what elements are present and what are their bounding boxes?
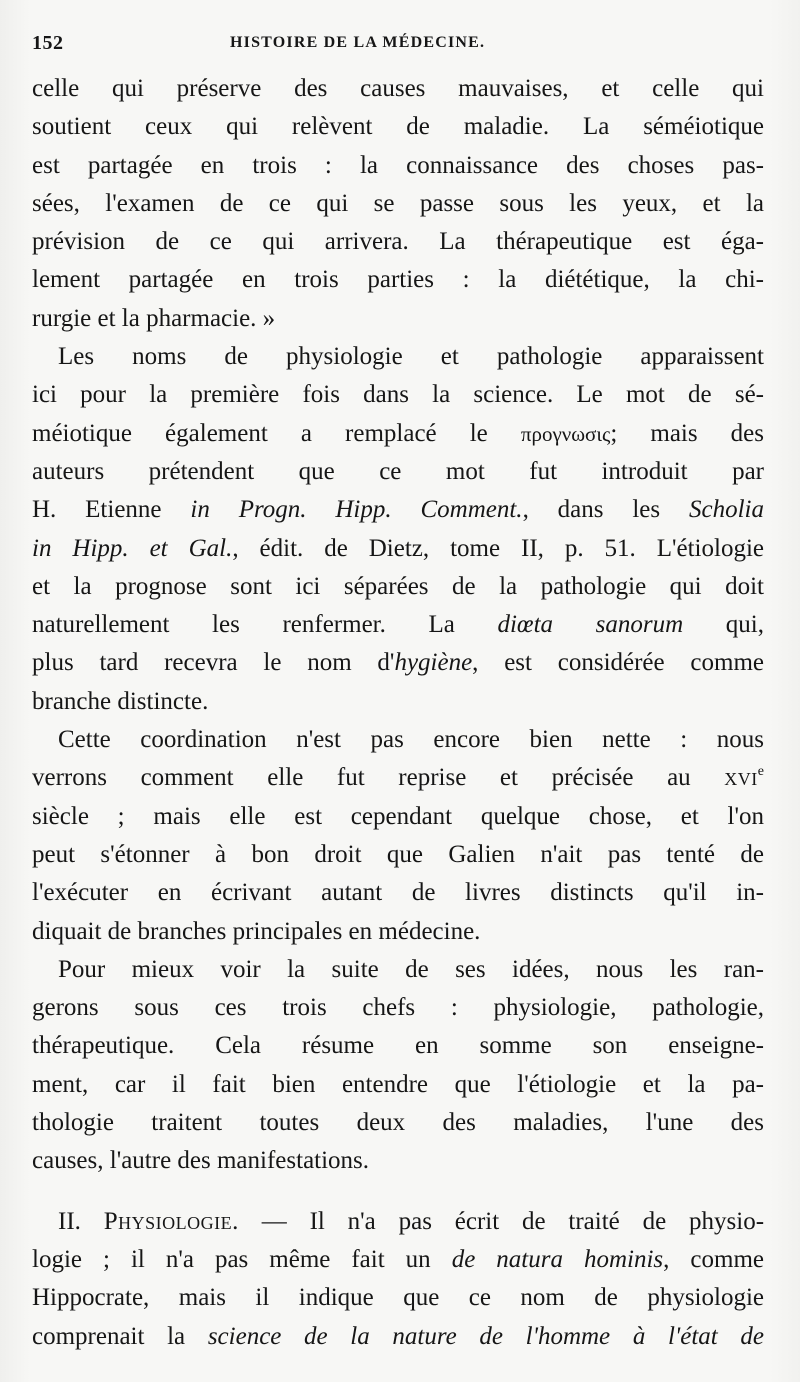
- section-heading-line: [32, 1203, 764, 1241]
- text-line: ment, car il fait bien entendre que l'étiologie et la pa-: [32, 1070, 764, 1098]
- text-run: , comme: [663, 1245, 765, 1273]
- text-line: Pour mieux voir la suite de ses idées, nous les ran-: [58, 955, 764, 983]
- italic-term: hygiène: [394, 649, 473, 677]
- text-line: thologie traitent toutes deux des maladies, l'une des: [32, 1109, 764, 1137]
- section-number: II.: [58, 1207, 81, 1235]
- text-line: thérapeutique. Cela résume en somme son enseigne-: [32, 1032, 764, 1060]
- text-line: celle qui préserve des causes mauvaises, et celle qui: [32, 75, 764, 102]
- text-run: — Il n'a pas écrit de traité de physio-: [261, 1207, 765, 1235]
- text-run: , édit. de Dietz, tome II, p. 51. L'étiologie: [232, 534, 764, 562]
- running-head: [32, 30, 764, 64]
- text-run: plus tard recevra le nom d': [32, 649, 395, 677]
- body-text: [32, 70, 764, 1356]
- text-line: Les noms de physiologie et pathologie apparaissent: [58, 343, 764, 371]
- text-line: [32, 606, 764, 644]
- italic-title: de natura hominis: [451, 1245, 664, 1273]
- text-run: naturellement les renfermer. La: [32, 611, 455, 639]
- text-line: prévision de ce qui arrivera. La thérapeutique est éga-: [32, 228, 764, 256]
- text-line: Cette coordination n'est pas encore bien nette : nous: [58, 726, 764, 754]
- italic-phrase: science de la nature de l'homme à l'état de: [207, 1322, 765, 1350]
- text-run: ; mais des: [610, 419, 765, 447]
- text-line: [32, 1318, 764, 1356]
- text-line: branche distincte.: [32, 687, 209, 715]
- italic-citation: in Hipp. et Gal.: [32, 534, 233, 562]
- text-line: diquait de branches principales en médecine.: [32, 917, 481, 945]
- text-line: sées, l'examen de ce qui se passe sous les yeux, et la: [32, 189, 764, 217]
- text-line: [32, 491, 764, 529]
- section-title: Physiologie.: [103, 1207, 239, 1235]
- text-line: peut s'étonner à bon droit que Galien n'ait pas tenté de: [32, 840, 764, 868]
- text-run: , dans les: [522, 496, 661, 524]
- italic-citation: Scholia: [689, 496, 764, 524]
- text-line: lement partagée en trois parties : la diététique, la chi-: [32, 266, 764, 294]
- text-line: soutient ceux qui relèvent de maladie. La séméiotique: [32, 113, 764, 141]
- text-line: [32, 530, 764, 568]
- text-run: qui,: [725, 611, 764, 639]
- text-line: gerons sous ces trois chefs : physiologie, pathologie,: [32, 994, 764, 1022]
- text-run: comprenait la: [32, 1322, 186, 1350]
- text-run: logie ; il n'a pas même fait un: [32, 1245, 431, 1273]
- text-line: l'exécuter en écrivant autant de livres distincts qu'il in-: [32, 879, 764, 907]
- text-line: [32, 415, 764, 453]
- text-line: causes, l'autre des manifestations.: [32, 1147, 370, 1175]
- text-line: et la prognose sont ici séparées de la pathologie qui doit: [32, 572, 764, 600]
- text-line: rurgie et la pharmacie. »: [32, 304, 276, 332]
- superscript: e: [757, 764, 764, 780]
- page-number: 152: [32, 32, 64, 54]
- greek-word: προγνωσις: [520, 421, 611, 446]
- text-line: [32, 759, 764, 797]
- section-gap: [32, 1181, 764, 1203]
- italic-term: diœta sanorum: [497, 611, 684, 639]
- text-line: est partagée en trois : la connaissance des choses pas-: [32, 151, 764, 179]
- text-line: Hippocrate, mais il indique que ce nom de physiologie: [32, 1284, 764, 1312]
- text-line: [32, 1241, 764, 1279]
- text-run: H. Etienne: [32, 496, 162, 524]
- text-run: verrons comment elle fut reprise et précisée au: [32, 764, 691, 792]
- text-line: [32, 644, 764, 682]
- text-line: siècle ; mais elle est cependant quelque chose, et l'on: [32, 802, 764, 830]
- text-line: auteurs prétendent que ce mot fut introduit par: [32, 457, 764, 485]
- italic-citation: in Progn. Hipp. Comment.: [190, 496, 523, 524]
- text-line: ici pour la première fois dans la science. Le mot de sé-: [32, 381, 764, 409]
- text-run: , est considérée comme: [472, 649, 764, 677]
- running-title: HISTOIRE DE LA MÉDECINE.: [230, 34, 486, 51]
- text-run: méiotique également a remplacé le: [32, 419, 488, 447]
- century-numeral: xvi: [724, 764, 758, 792]
